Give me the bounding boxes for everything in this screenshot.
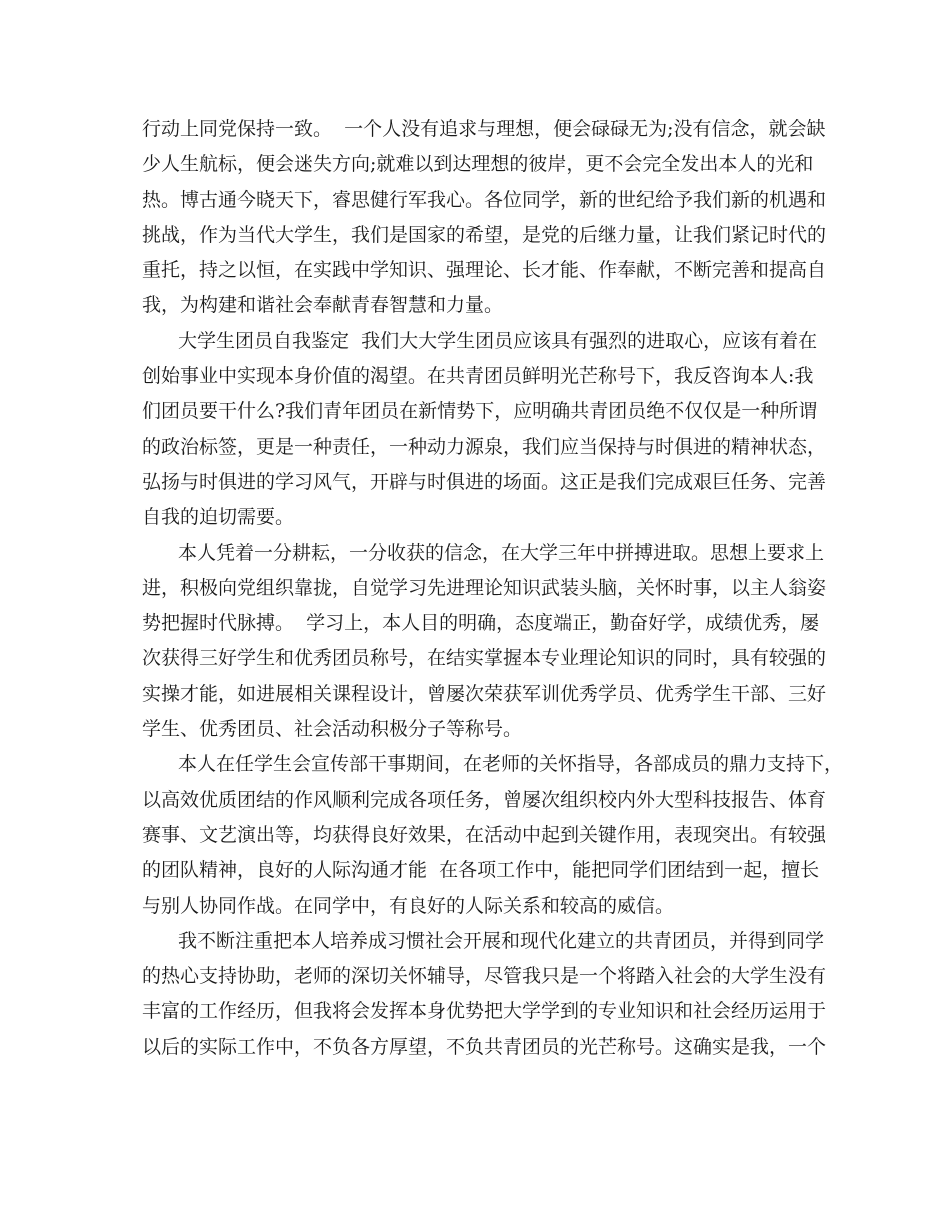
text-line: 势把握时代脉搏。 学习上，本人目的明确，态度端正，勤奋好学，成绩优秀，屡 bbox=[142, 612, 820, 635]
paragraph-4 bbox=[142, 747, 844, 923]
text-line: 重托，持之以恒，在实践中学知识、强理论、长才能、作奉献，不断完善和提高自 bbox=[142, 259, 827, 282]
paragraph-5 bbox=[142, 924, 827, 1065]
paragraph-3 bbox=[142, 536, 827, 748]
text-line: 进，积极向党组织靠拢，自觉学习先进理论知识武装头脑，关怀时事，以主人翁姿 bbox=[142, 576, 827, 599]
text-line: 行动上同党保持一致。 一个人没有追求与理想，便会碌碌无为;没有信念，就会缺 bbox=[142, 118, 826, 140]
text-line: 本人凭着一分耕耘，一分收获的信念，在大学三年中拼搏进取。思想上要求上 bbox=[178, 541, 825, 564]
text-line: 们团员要干什么?我们青年团员在新情势下，应明确共青团员绝不仅仅是一种所谓 bbox=[142, 400, 818, 423]
text-line: 自我的迫切需要。 bbox=[142, 506, 295, 529]
text-line: 的政治标签，更是一种责任，一种动力源泉，我们应当保持与时俱进的精神状态， bbox=[142, 435, 827, 458]
text-line: 我不断注重把本人培养成习惯社会开展和现代化建立的共青团员，并得到同学 bbox=[178, 929, 825, 952]
paragraph-2 bbox=[142, 324, 827, 536]
text-line: 与别人协同作战。在同学中，有良好的人际关系和较高的威信。 bbox=[142, 894, 675, 917]
text-line: 弘扬与时俱进的学习风气，开辟与时俱进的场面。这正是我们完成艰巨任务、完善 bbox=[142, 470, 827, 493]
text-line: 以后的实际工作中，不负各方厚望，不负共青团员的光芒称号。这确实是我，一个 bbox=[142, 1035, 827, 1058]
text-line: 以高效优质团结的作风顺利完成各项任务，曾屡次组织校内外大型科技报告、体育 bbox=[142, 788, 827, 811]
text-line: 大学生团员自我鉴定 我们大大学生团员应该具有强烈的进取心，应该有着在 bbox=[178, 329, 818, 352]
text-line: 赛事、文艺演出等，均获得良好效果，在活动中起到关键作用，表现突出。有较强 bbox=[142, 823, 827, 846]
text-line: 的热心支持协助，老师的深切关怀辅导，尽管我只是一个将踏入社会的大学生没有 bbox=[142, 965, 827, 988]
text-line: 我，为构建和谐社会奉献青春智慧和力量。 bbox=[142, 294, 504, 317]
text-line: 挑战，作为当代大学生，我们是国家的希望，是党的后继力量，让我们紧记时代的 bbox=[142, 223, 827, 246]
paragraph-1 bbox=[142, 112, 827, 324]
text-line: 热。博古通今晓天下，睿思健行军我心。各位同学，新的世纪给予我们新的机遇和 bbox=[142, 188, 827, 211]
text-line: 创始事业中实现本身价值的渴望。在共青团员鲜明光芒称号下，我反咨询本人:我 bbox=[142, 365, 814, 388]
text-line: 丰富的工作经历，但我将会发挥本身优势把大学学到的专业知识和社会经历运用于 bbox=[142, 1000, 827, 1023]
text-line: 本人在任学生会宣传部干事期间，在老师的关怀指导，各部成员的鼎力支持下， bbox=[178, 753, 844, 776]
text-line: 实操才能，如进展相关课程设计，曾屡次荣获军训优秀学员、优秀学生干部、三好 bbox=[142, 682, 827, 705]
text-line: 学生、优秀团员、社会活动积极分子等称号。 bbox=[142, 718, 523, 741]
body-text bbox=[142, 112, 844, 1065]
text-line: 的团队精神，良好的人际沟通才能 在各项工作中，能把同学们团结到一起，擅长 bbox=[142, 859, 820, 882]
text-line: 少人生航标，便会迷失方向;就难以到达理想的彼岸，更不会完全发出本人的光和 bbox=[142, 153, 814, 176]
text-line: 次获得三好学生和优秀团员称号，在结实掌握本专业理论知识的同时，具有较强的 bbox=[142, 647, 827, 670]
